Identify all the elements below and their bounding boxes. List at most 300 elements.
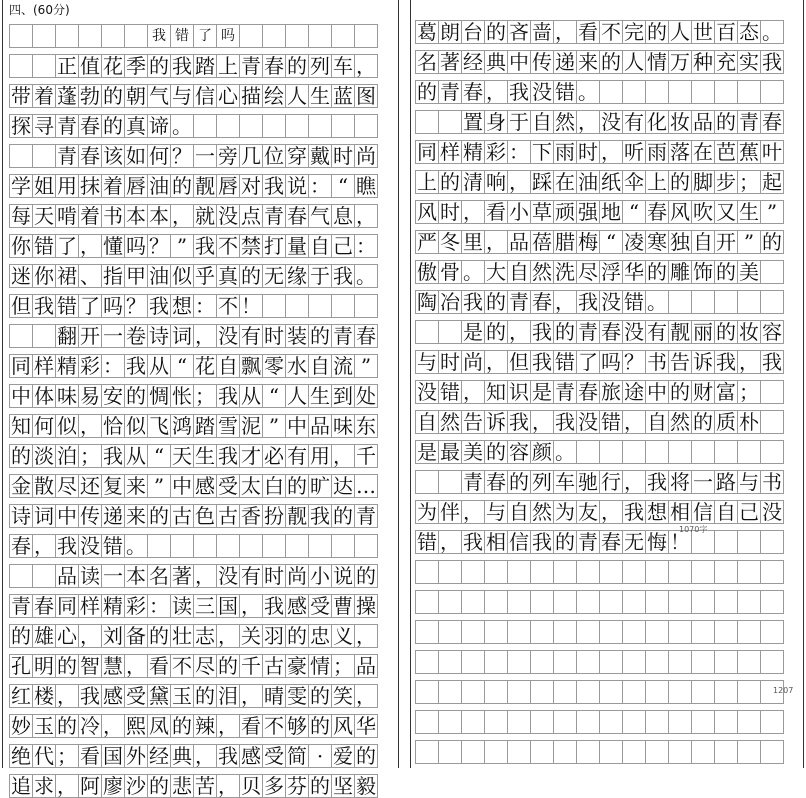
grid-cell: 小 — [310, 564, 330, 588]
grid-cell — [691, 710, 715, 734]
grid-cell: 。 — [356, 264, 376, 288]
grid-cell: 我 — [463, 290, 483, 314]
grid-cell: 词 — [34, 504, 54, 528]
grid-cell — [9, 24, 33, 48]
grid-cell: 辣 — [195, 714, 215, 738]
grid-cell: 雨 — [555, 140, 575, 164]
grid-cell: 。 — [762, 20, 782, 44]
grid-cell: 吗 — [601, 350, 621, 374]
grid-cell: 千 — [241, 654, 261, 678]
grid-cell: 本 — [126, 204, 146, 228]
grid-cell: 扮 — [264, 504, 284, 528]
grid-cell: 自 — [509, 260, 529, 284]
grid-cell: ， — [333, 444, 353, 468]
grid-cell: 看 — [80, 744, 100, 768]
grid-cell: 人 — [624, 50, 644, 74]
essay-line — [415, 440, 783, 464]
grid-cell: 陶 — [417, 290, 437, 314]
grid-cell: 美 — [463, 440, 483, 464]
grid-cell: 我 — [57, 534, 77, 558]
grid-cell: 精 — [103, 594, 123, 618]
grid-cell: 春 — [287, 204, 307, 228]
grid-cell: 与 — [486, 500, 506, 524]
grid-cell — [553, 620, 577, 644]
grid-cell: 沙 — [126, 774, 146, 798]
grid-cell: 同 — [57, 594, 77, 618]
grid-cell: 的 — [486, 290, 506, 314]
grid-cell: 的 — [149, 54, 169, 78]
grid-cell: 的 — [195, 684, 215, 708]
grid-cell: 自 — [532, 110, 552, 134]
grid-cell — [668, 290, 692, 314]
grid-cell: 的 — [57, 714, 77, 738]
grid-cell: “ — [622, 200, 646, 224]
grid-cell — [331, 294, 355, 318]
grid-cell — [576, 710, 600, 734]
grid-cell: 信 — [693, 500, 713, 524]
grid-cell: 百 — [716, 20, 736, 44]
grid-cell: ， — [463, 200, 483, 224]
grid-cell: 彩 — [80, 354, 100, 378]
grid-cell: 的 — [601, 50, 621, 74]
grid-cell: 品 — [57, 564, 77, 588]
grid-cell — [691, 650, 715, 674]
grid-cell — [438, 590, 462, 614]
grid-cell: ， — [57, 684, 77, 708]
grid-cell: 油 — [149, 264, 169, 288]
essay-line — [415, 260, 783, 284]
grid-cell: 书 — [762, 470, 782, 494]
grid-cell: 寒 — [647, 230, 667, 254]
grid-cell: 是 — [417, 440, 437, 464]
grid-cell: 的 — [149, 624, 169, 648]
grid-cell: ， — [218, 774, 238, 798]
grid-cell: 芬 — [287, 774, 307, 798]
grid-cell: ” — [262, 414, 286, 438]
grid-cell: 自 — [693, 230, 713, 254]
grid-cell: 天 — [172, 444, 192, 468]
grid-cell: 我 — [532, 350, 552, 374]
grid-cell: 容 — [762, 320, 782, 344]
grid-cell: 将 — [670, 470, 690, 494]
grid-cell — [760, 740, 784, 764]
grid-cell: ， — [601, 140, 621, 164]
grid-cell: ？ — [624, 350, 644, 374]
grid-cell: 的 — [57, 654, 77, 678]
essay-line — [415, 350, 783, 374]
grid-cell: ： — [310, 174, 330, 198]
grid-cell: 的 — [716, 110, 736, 134]
grid-cell: 人 — [670, 20, 690, 44]
essay-line — [9, 684, 377, 708]
grid-cell: 的 — [287, 474, 307, 498]
grid-cell: 勃 — [80, 84, 100, 108]
grid-cell: 才 — [241, 444, 261, 468]
grid-cell: 己 — [739, 500, 759, 524]
grid-cell — [714, 710, 738, 734]
essay-line — [9, 594, 377, 618]
answer-sheet-right-panel — [410, 0, 804, 768]
grid-cell: 唇 — [218, 174, 238, 198]
grid-cell: 世 — [693, 20, 713, 44]
grid-cell — [239, 534, 263, 558]
grid-cell: 何 — [34, 414, 54, 438]
grid-cell: ： — [195, 294, 215, 318]
grid-cell — [714, 560, 738, 584]
grid-cell — [461, 650, 485, 674]
essay-line — [415, 110, 783, 134]
grid-cell: 生 — [310, 384, 330, 408]
grid-cell: 忠 — [310, 624, 330, 648]
grid-cell: 我 — [218, 744, 238, 768]
grid-cell: 上 — [218, 54, 238, 78]
essay-line — [9, 354, 377, 378]
grid-cell: 志 — [195, 624, 215, 648]
grid-cell: 步 — [716, 170, 736, 194]
grid-cell: 严 — [417, 230, 437, 254]
grid-cell: 时 — [578, 140, 598, 164]
grid-cell: 几 — [241, 144, 261, 168]
grid-cell: 不 — [218, 234, 238, 258]
grid-cell — [415, 620, 439, 644]
grid-cell: 识 — [509, 380, 529, 404]
grid-cell — [668, 740, 692, 764]
grid-cell: 地 — [601, 200, 621, 224]
grid-cell: 的 — [333, 504, 353, 528]
grid-cell: 己 — [333, 234, 353, 258]
grid-cell: 用 — [310, 444, 330, 468]
grid-cell: 多 — [264, 774, 284, 798]
essay-line — [415, 530, 783, 554]
grid-cell: 告 — [670, 350, 690, 374]
grid-cell: 旅 — [601, 380, 621, 404]
grid-cell: 安 — [103, 384, 123, 408]
grid-cell: 看 — [486, 200, 506, 224]
grid-cell — [308, 114, 332, 138]
grid-cell: 名 — [149, 564, 169, 588]
grid-cell: 雕 — [670, 260, 690, 284]
grid-cell: 精 — [463, 140, 483, 164]
grid-cell: 吹 — [693, 200, 713, 224]
grid-cell — [170, 534, 194, 558]
grid-cell: 落 — [670, 140, 690, 164]
grid-cell: 自 — [647, 410, 667, 434]
grid-cell: 我 — [716, 350, 736, 374]
grid-cell: 相 — [486, 530, 506, 554]
grid-cell: 吗 — [126, 234, 146, 258]
grid-cell — [216, 114, 240, 138]
grid-cell: 化 — [647, 110, 667, 134]
grid-cell — [737, 680, 761, 704]
grid-cell: 青 — [57, 144, 77, 168]
grid-cell: 啬 — [532, 20, 552, 44]
grid-cell: 没 — [218, 204, 238, 228]
grid-cell — [760, 620, 784, 644]
grid-cell — [599, 710, 623, 734]
grid-cell: 春 — [356, 324, 376, 348]
grid-cell: 花 — [103, 54, 123, 78]
grid-cell: 泊 — [57, 444, 77, 468]
grid-cell: 传 — [532, 50, 552, 74]
grid-cell: 心 — [218, 84, 238, 108]
grid-cell: 想 — [172, 294, 192, 318]
grid-cell — [668, 560, 692, 584]
grid-cell — [262, 294, 286, 318]
grid-cell — [760, 260, 784, 284]
grid-cell: 戴 — [310, 144, 330, 168]
grid-cell: 草 — [532, 200, 552, 224]
grid-cell: 没 — [601, 110, 621, 134]
grid-cell — [461, 560, 485, 584]
grid-cell: 我 — [578, 290, 598, 314]
grid-cell — [461, 620, 485, 644]
grid-cell: 又 — [716, 200, 736, 224]
grid-cell — [622, 650, 646, 674]
grid-cell — [622, 80, 646, 104]
grid-cell: 来 — [578, 50, 598, 74]
grid-cell: 我 — [264, 594, 284, 618]
grid-cell: 台 — [463, 20, 483, 44]
grid-cell: 瞧 — [356, 174, 376, 198]
grid-cell: 的 — [241, 264, 261, 288]
grid-cell: 从 — [126, 444, 146, 468]
grid-cell: ： — [103, 354, 123, 378]
grid-cell: 春 — [578, 380, 598, 404]
grid-cell: ， — [486, 80, 506, 104]
essay-line — [9, 714, 377, 738]
grid-cell: 然 — [670, 410, 690, 434]
grid-cell: 抹 — [80, 174, 100, 198]
grid-cell: 值 — [80, 54, 100, 78]
grid-cell: 尚 — [463, 350, 483, 374]
grid-cell: 关 — [241, 624, 261, 648]
grid-cell: 的 — [11, 444, 31, 468]
grid-cell: 春 — [463, 80, 483, 104]
grid-cell — [553, 740, 577, 764]
grid-cell: 青 — [555, 380, 575, 404]
grid-cell: 、 — [80, 264, 100, 288]
grid-cell: 我 — [762, 50, 782, 74]
grid-cell: 本 — [149, 204, 169, 228]
grid-cell: 实 — [739, 50, 759, 74]
grid-cell: 生 — [310, 84, 330, 108]
grid-cell: 朴 — [739, 410, 759, 434]
grid-cell: 没 — [218, 564, 238, 588]
grid-cell: 春 — [601, 320, 621, 344]
grid-cell: 品 — [509, 230, 529, 254]
grid-cell: ； — [57, 744, 77, 768]
grid-cell: 有 — [241, 564, 261, 588]
grid-cell: 打 — [264, 234, 284, 258]
grid-cell — [32, 564, 56, 588]
grid-cell — [645, 590, 669, 614]
grid-cell: 伴 — [440, 500, 460, 524]
grid-cell — [530, 590, 554, 614]
grid-cell: 列 — [310, 54, 330, 78]
grid-cell: 甲 — [126, 264, 146, 288]
grid-cell: 尽 — [195, 654, 215, 678]
grid-cell: 一 — [103, 324, 123, 348]
grid-cell: 错 — [170, 24, 194, 48]
grid-cell: 一 — [693, 470, 713, 494]
grid-cell: 万 — [670, 50, 690, 74]
grid-cell: 。 — [555, 440, 575, 464]
grid-cell: 慧 — [103, 654, 123, 678]
grid-cell: 心 — [57, 624, 77, 648]
grid-cell: 的 — [509, 470, 529, 494]
grid-cell: 中 — [647, 380, 667, 404]
grid-cell: 不 — [172, 654, 192, 678]
grid-cell — [691, 680, 715, 704]
grid-cell: 春 — [762, 110, 782, 134]
grid-cell — [124, 24, 148, 48]
grid-cell — [415, 680, 439, 704]
grid-cell: 春 — [532, 290, 552, 314]
grid-cell: 尽 — [578, 260, 598, 284]
grid-cell: 壮 — [172, 624, 192, 648]
grid-cell: 生 — [739, 200, 759, 224]
grid-cell: 。 — [172, 114, 192, 138]
grid-cell: 还 — [80, 474, 100, 498]
grid-cell — [415, 710, 439, 734]
grid-cell — [9, 144, 33, 168]
grid-cell — [599, 560, 623, 584]
grid-cell: “ — [599, 230, 623, 254]
grid-cell: 寻 — [34, 114, 54, 138]
grid-cell: 金 — [11, 474, 31, 498]
grid-cell: 典 — [486, 50, 506, 74]
grid-cell: 悔 — [647, 530, 667, 554]
essay-line — [415, 320, 783, 344]
grid-cell: ， — [463, 500, 483, 524]
grid-cell: 我 — [532, 320, 552, 344]
grid-cell — [714, 680, 738, 704]
grid-cell — [262, 534, 286, 558]
grid-cell — [622, 680, 646, 704]
grid-cell: 腊 — [555, 230, 575, 254]
grid-cell: ， — [578, 110, 598, 134]
grid-cell — [668, 590, 692, 614]
grid-cell — [438, 320, 462, 344]
grid-cell: 一 — [103, 564, 123, 588]
grid-cell: 书 — [647, 350, 667, 374]
grid-cell: 吝 — [509, 20, 529, 44]
grid-cell: 人 — [287, 84, 307, 108]
grid-cell — [760, 380, 784, 404]
grid-cell: 的 — [716, 260, 736, 284]
essay-line — [9, 534, 377, 558]
grid-cell — [193, 114, 217, 138]
grid-cell: 妆 — [739, 320, 759, 344]
grid-cell — [668, 80, 692, 104]
grid-cell: ， — [486, 350, 506, 374]
grid-cell: 精 — [57, 354, 77, 378]
essay-title — [9, 24, 377, 48]
grid-cell: 尚 — [287, 564, 307, 588]
grid-cell — [32, 24, 56, 48]
grid-cell: ， — [195, 744, 215, 768]
grid-cell — [622, 620, 646, 644]
grid-cell: ， — [463, 380, 483, 404]
essay-line — [9, 744, 377, 768]
grid-cell: 中 — [287, 414, 307, 438]
grid-cell — [599, 680, 623, 704]
grid-cell — [599, 620, 623, 644]
grid-cell: 不 — [601, 20, 621, 44]
essay-line — [415, 710, 783, 734]
essay-line — [415, 500, 783, 524]
grid-cell — [32, 54, 56, 78]
grid-cell: “ — [262, 384, 286, 408]
grid-cell: 没 — [578, 410, 598, 434]
grid-cell: 气 — [149, 84, 169, 108]
grid-cell: 泪 — [218, 684, 238, 708]
grid-cell — [645, 560, 669, 584]
grid-cell: 的 — [310, 714, 330, 738]
grid-cell: 错 — [440, 380, 460, 404]
grid-cell: 流 — [333, 354, 353, 378]
grid-cell: 谛 — [149, 114, 169, 138]
grid-cell — [285, 294, 309, 318]
grid-cell: 里 — [463, 230, 483, 254]
grid-cell: 唇 — [126, 174, 146, 198]
grid-cell: 了 — [57, 234, 77, 258]
grid-cell: 没 — [218, 324, 238, 348]
grid-cell: 著 — [440, 50, 460, 74]
grid-cell: 身 — [486, 110, 506, 134]
grid-cell — [760, 560, 784, 584]
grid-cell — [737, 440, 761, 464]
grid-cell: 古 — [264, 654, 284, 678]
grid-cell: 的 — [310, 774, 330, 798]
grid-cell: ， — [509, 320, 529, 344]
essay-line — [415, 170, 783, 194]
grid-cell: 本 — [126, 564, 146, 588]
grid-cell — [507, 740, 531, 764]
grid-cell: 说 — [333, 564, 353, 588]
grid-cell: 香 — [241, 504, 261, 528]
grid-cell: 容 — [509, 440, 529, 464]
grid-cell — [147, 534, 171, 558]
grid-cell: 最 — [440, 440, 460, 464]
grid-cell: 用 — [57, 174, 77, 198]
grid-cell: 泥 — [241, 414, 261, 438]
grid-cell — [9, 54, 33, 78]
grid-cell: ， — [356, 624, 376, 648]
grid-cell: 每 — [11, 204, 31, 228]
grid-cell: 感 — [195, 474, 215, 498]
grid-cell — [507, 710, 531, 734]
essay-line — [9, 654, 377, 678]
grid-cell: 尚 — [356, 144, 376, 168]
grid-cell — [576, 590, 600, 614]
grid-cell: 羽 — [264, 624, 284, 648]
essay-line — [415, 20, 783, 44]
grid-cell: 我 — [195, 234, 215, 258]
grid-cell: ， — [218, 624, 238, 648]
grid-cell: 啃 — [57, 204, 77, 228]
grid-cell: 笑 — [333, 684, 353, 708]
grid-cell: 看 — [578, 20, 598, 44]
grid-cell: 春 — [80, 114, 100, 138]
grid-cell: 青 — [264, 204, 284, 228]
grid-cell: 春 — [11, 534, 31, 558]
grid-cell: 同 — [11, 354, 31, 378]
grid-cell: “ — [170, 354, 194, 378]
grid-cell — [484, 710, 508, 734]
grid-cell — [737, 290, 761, 314]
grid-cell: 时 — [333, 144, 353, 168]
